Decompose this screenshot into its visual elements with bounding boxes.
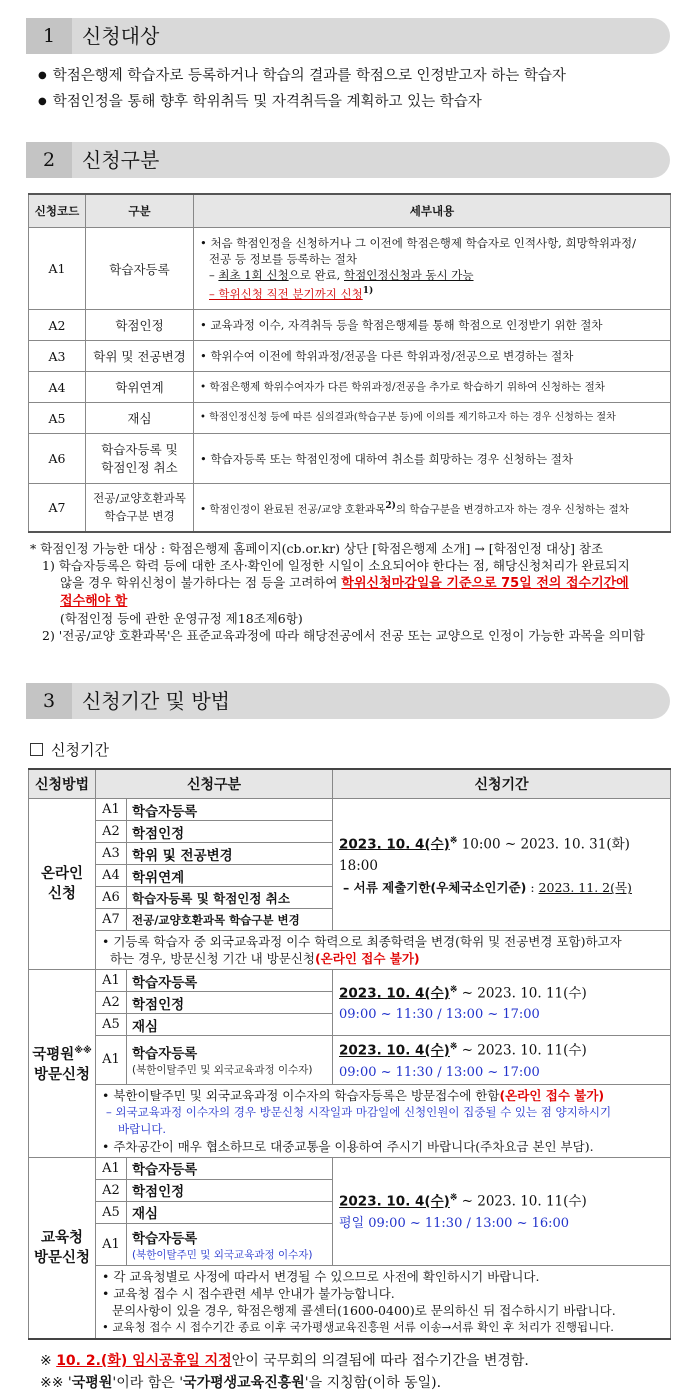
type-cell: 재심 xyxy=(86,403,194,434)
sub-note: (북한이탈주민 및 외국교육과정 이수자) xyxy=(132,1064,313,1077)
type-cell: 학점인정 xyxy=(86,310,194,341)
method-edu-visit xyxy=(29,1157,96,1339)
start-date: 2023. 10. 4(수) xyxy=(339,1042,450,1059)
text: '을 지칭함(이하 동일). xyxy=(304,1375,442,1391)
type-cell: 학점인정 xyxy=(127,1179,333,1201)
table-row xyxy=(29,310,671,341)
table-row xyxy=(29,228,671,310)
method-online xyxy=(29,799,96,970)
type-cell: 학습자등록 xyxy=(127,799,333,821)
subtitle-text: 신청기간 xyxy=(51,741,109,759)
code-cell: A2 xyxy=(96,992,127,1014)
method-label: 방문신청 xyxy=(33,1067,91,1084)
col-header: 구분 xyxy=(86,194,194,228)
note-line: • 교육청 접수 시 접수관련 세부 안내가 불가능합니다. xyxy=(102,1285,395,1301)
text: : xyxy=(526,880,539,896)
period-text: ~ 2023. 10. 11(수) xyxy=(457,1193,587,1210)
detail-line: 전공 등 정보를 등록하는 절차 xyxy=(209,252,357,267)
period-text: ~ 2023. 10. 11(수) xyxy=(457,985,587,1002)
text: • 북한이탈주민 및 외국교육과정 이수자의 학습자등록은 방문접수에 한함 xyxy=(102,1087,500,1103)
code-cell: A1 xyxy=(96,799,127,821)
period-text: 10:00 ~ 2023. 10. 31(화) 18:00 xyxy=(339,836,630,875)
note-line xyxy=(102,950,664,967)
table-row xyxy=(29,403,671,434)
list-item: ● 학점은행제 학습자로 등록하거나 학습의 결과를 학점으로 인정받고자 하는 학습자 xyxy=(38,64,566,90)
method-label: 온라인 xyxy=(40,866,84,882)
method-label: 신청 xyxy=(47,886,76,902)
col-header: 신청방법 xyxy=(29,769,96,799)
period-text: ~ 2023. 10. 11(수) xyxy=(457,1042,587,1059)
section-title: 신청기간 및 방법 xyxy=(82,689,230,713)
note-line: – 외국교육과정 이수자의 경우 방문신청 시작일과 마감일에 신청인원이 집중될 수 있는 점 양지하시기 xyxy=(106,1104,612,1119)
note-line: 1) 학습자등록은 학력 등에 대한 조사·확인에 일정한 시일이 소요되어야 한다는 점, 해당신청처리가 완료되지 xyxy=(42,558,630,573)
period-line xyxy=(339,979,670,1005)
footnote-ref: ※※ xyxy=(74,1046,92,1057)
detail-cell: • 교육과정 이수, 자격취득 등을 학점은행제를 통해 학점으로 인정받기 위한 절차 xyxy=(194,310,671,341)
classification-table xyxy=(28,193,671,533)
note-line: 문의사항이 있을 경우, 학점은행제 콜센터(1600-0400)로 문의하신 뒤 접수하시기 바랍니다. xyxy=(112,1302,616,1318)
red-note: – 학위신청 직전 분기까지 신청 xyxy=(209,286,363,301)
period-line xyxy=(339,1187,670,1213)
section-3-header xyxy=(26,683,670,719)
period-line xyxy=(339,877,670,899)
table-row xyxy=(29,372,671,403)
table-notes xyxy=(30,540,675,644)
text: 으로 완료, xyxy=(288,268,344,283)
kpw-note xyxy=(96,1084,671,1157)
emphasis-text: 학위신청마감일을 기준으로 75일 전의 접수기간에 xyxy=(341,576,629,591)
footnotes xyxy=(40,1350,529,1394)
type-line: 학습구분 변경 xyxy=(104,509,175,524)
bold-text: 국평원 xyxy=(71,1375,113,1391)
note-line: • 주차공간이 매우 협소하므로 대중교통을 이용하여 주시기 바랍니다(주차요금 본인 부담). xyxy=(102,1138,594,1154)
type-cell: 학습자등록 xyxy=(86,228,194,310)
code-cell: A4 xyxy=(96,865,127,887)
code-cell: A3 xyxy=(29,341,86,372)
start-date: 2023. 10. 4(수) xyxy=(339,836,450,853)
col-header: 세부내용 xyxy=(194,194,671,228)
table-row xyxy=(29,434,671,484)
type-cell: 학점인정 xyxy=(127,992,333,1014)
type-line: 전공/교양호환과목 xyxy=(93,491,186,506)
table-row xyxy=(29,341,671,372)
code-cell: A1 xyxy=(96,970,127,992)
section-number: 2 xyxy=(26,142,72,178)
footnote-ref: ※ xyxy=(449,984,458,995)
type-cell: 전공/교양호환과목 학습구분 변경 xyxy=(127,909,333,931)
deadline-label: – 서류 제출기한(우체국소인기준) xyxy=(343,880,527,896)
sub-note: (북한이탈주민 및 외국교육과정 이수자) xyxy=(132,1248,313,1261)
red-emphasis: (온라인 접수 불가) xyxy=(314,951,420,966)
type-cell: 재심 xyxy=(127,1201,333,1223)
type-cell: 학위연계 xyxy=(86,372,194,403)
start-date: 2023. 10. 4(수) xyxy=(339,985,450,1002)
type-line: 학습자등록 및 xyxy=(101,441,178,457)
text: 안이 국무회의 의결됨에 따라 접수기간을 변경함. xyxy=(231,1353,529,1369)
text: 않을 경우 학위신청이 불가하다는 점 등을 고려하여 xyxy=(60,575,342,590)
note-line xyxy=(30,592,675,610)
table-row xyxy=(29,484,671,532)
bold-text: 국가평생교육진흥원 xyxy=(183,1375,305,1391)
dash: – xyxy=(209,268,219,283)
text: 학습자등록 xyxy=(132,1230,198,1247)
type-cell xyxy=(127,1223,333,1265)
type-cell: 학위 및 전공변경 xyxy=(127,843,333,865)
code-cell: A6 xyxy=(96,887,127,909)
code-cell: A6 xyxy=(29,434,86,484)
type-cell: 재심 xyxy=(127,1014,333,1036)
code-cell: A2 xyxy=(96,821,127,843)
red-emphasis: (온라인 접수 불가) xyxy=(499,1087,605,1103)
code-cell: A5 xyxy=(96,1014,127,1036)
type-cell xyxy=(127,1036,333,1085)
note-line: * 학점인정 가능한 대상 : 학점은행제 홈페이지(cb.or.kr) 상단 [학점은행제 소개] → [학점인정 대상] 참조 xyxy=(30,541,604,556)
footnote-ref: ※ xyxy=(449,835,458,846)
footnote-ref: ※ xyxy=(449,1193,458,1204)
code-cell: A5 xyxy=(29,403,86,434)
footnote-line xyxy=(40,1350,529,1372)
period-cell xyxy=(333,1036,671,1085)
type-cell: 학습자등록 및 학점인정 취소 xyxy=(127,887,333,909)
period-cell xyxy=(333,1157,671,1265)
note-line xyxy=(30,574,675,592)
footnote-line xyxy=(40,1372,529,1394)
note-line: (학점인정 등에 관한 운영규정 제18조제6항) xyxy=(60,611,303,626)
text: 학습자등록 xyxy=(132,1046,198,1063)
time-range: 평일 09:00 ~ 11:30 / 13:00 ~ 16:00 xyxy=(339,1215,570,1231)
edu-note xyxy=(96,1265,671,1339)
period-line xyxy=(339,830,670,878)
emphasis-text: 10. 2.(화) 임시공휴일 지정 xyxy=(56,1353,232,1369)
method-label: 방문신청 xyxy=(33,1249,91,1266)
type-cell: 학습자등록 xyxy=(127,970,333,992)
section-1-header xyxy=(26,18,670,54)
code-cell: A1 xyxy=(96,1036,127,1085)
note-line: • 기등록 학습자 중 외국교육과정 이수 학력으로 최종학력을 변경(학위 및 전공변경 포함)하고자 xyxy=(102,934,622,949)
code-cell: A2 xyxy=(29,310,86,341)
code-cell: A3 xyxy=(96,843,127,865)
code-cell: A7 xyxy=(96,909,127,931)
text: ※※ ' xyxy=(40,1375,72,1391)
detail-cell: • 학점인정신청 등에 따른 심의결과(학습구분 등)에 이의를 제기하고자 하는 경우 신청하는 절차 xyxy=(194,403,671,434)
col-header: 신청코드 xyxy=(29,194,86,228)
note-line: 2) '전공/교양 호환과목'은 표준교육과정에 따라 해당전공에서 전공 또는 교양으로 인정이 가능한 과목을 의미함 xyxy=(42,628,645,643)
text: 하는 경우, 방문신청 기간 내 방문신청 xyxy=(110,951,315,966)
type-cell: 학위 및 전공변경 xyxy=(86,341,194,372)
code-cell: A1 xyxy=(96,1157,127,1179)
note-line: • 각 교육청별로 사정에 따라서 변경될 수 있으므로 사전에 확인하시기 바랍니다. xyxy=(102,1268,540,1284)
type-cell xyxy=(86,434,194,484)
section-title: 신청구분 xyxy=(82,148,160,172)
code-cell: A2 xyxy=(96,1179,127,1201)
code-cell: A1 xyxy=(29,228,86,310)
code-cell: A4 xyxy=(29,372,86,403)
type-cell: 학점인정 xyxy=(127,821,333,843)
subsection-title xyxy=(30,739,109,760)
footnote-ref: ※ xyxy=(449,1042,458,1052)
text: • 학점인정이 완료된 전공/교양 호환과목 xyxy=(200,503,386,515)
col-header: 신청구분 xyxy=(96,769,333,799)
method-label: 교육청 xyxy=(40,1229,84,1246)
type-line: 학점인정 취소 xyxy=(101,459,178,475)
code-cell: A5 xyxy=(96,1201,127,1223)
target-list xyxy=(38,64,566,116)
underlined-text: 최초 1회 신청 xyxy=(218,268,289,283)
emphasis-text: 접수해야 함 xyxy=(60,594,128,609)
note-line: 바랍니다. xyxy=(118,1121,167,1136)
list-item: ● 학점인정을 통해 향후 학위취득 및 자격취득을 계획하고 있는 학습자 xyxy=(38,90,566,116)
type-cell: 학위연계 xyxy=(127,865,333,887)
code-cell: A1 xyxy=(96,1223,127,1265)
section-2-header xyxy=(26,142,670,178)
type-cell: 학습자등록 xyxy=(127,1157,333,1179)
detail-line xyxy=(200,283,664,302)
deadline-date: 2023. 11. 2(목) xyxy=(538,880,632,896)
detail-cell xyxy=(194,228,671,310)
type-cell xyxy=(86,484,194,532)
detail-line xyxy=(200,267,664,283)
section-number: 1 xyxy=(26,18,72,54)
text: 의 학습구분을 변경하고자 하는 경우 신청하는 절차 xyxy=(395,503,629,515)
time-range: 09:00 ~ 11:30 / 13:00 ~ 17:00 xyxy=(339,1007,540,1023)
footnote-ref: 1) xyxy=(362,286,374,297)
start-date: 2023. 10. 4(수) xyxy=(339,1193,450,1210)
text: ※ xyxy=(40,1353,57,1369)
online-note xyxy=(96,931,671,970)
method-kpw-visit xyxy=(29,970,96,1158)
section-title: 신청대상 xyxy=(82,24,160,48)
footnote-ref: 2) xyxy=(385,500,396,511)
detail-line: • 처음 학점인정을 신청하거나 그 이전에 학점은행제 학습자로 인적사항, 희망학위과정/ xyxy=(200,236,637,251)
underlined-text: 학점인정신청과 동시 가능 xyxy=(344,268,474,283)
detail-cell: • 학위수여 이전에 학위과정/전공을 다른 학위과정/전공으로 변경하는 절차 xyxy=(194,341,671,372)
period-cell xyxy=(333,970,671,1036)
note-line: • 교육청 접수 시 접수기간 종료 이후 국가평생교육진흥원 서류 이송→서류 확인 후 처리가 진행됩니다. xyxy=(102,1319,614,1334)
detail-cell: • 학습자등록 또는 학점인정에 대하여 취소를 희망하는 경우 신청하는 절차 xyxy=(194,434,671,484)
schedule-table xyxy=(28,768,671,1340)
detail-cell: • 학점은행제 학위수여자가 다른 학위과정/전공을 추가로 학습하기 위하여 신청하는 절차 xyxy=(194,372,671,403)
code-cell: A7 xyxy=(29,484,86,532)
checkbox-icon xyxy=(30,743,43,756)
period-line xyxy=(339,1036,670,1062)
note-line xyxy=(102,1087,664,1104)
detail-cell xyxy=(194,484,671,532)
text: 국평원 xyxy=(32,1047,75,1064)
time-range: 09:00 ~ 11:30 / 13:00 ~ 17:00 xyxy=(339,1064,540,1080)
period-cell xyxy=(333,799,671,931)
col-header: 신청기간 xyxy=(333,769,671,799)
method-label xyxy=(29,1041,95,1065)
section-number: 3 xyxy=(26,683,72,719)
text: '이라 함은 ' xyxy=(112,1375,184,1391)
